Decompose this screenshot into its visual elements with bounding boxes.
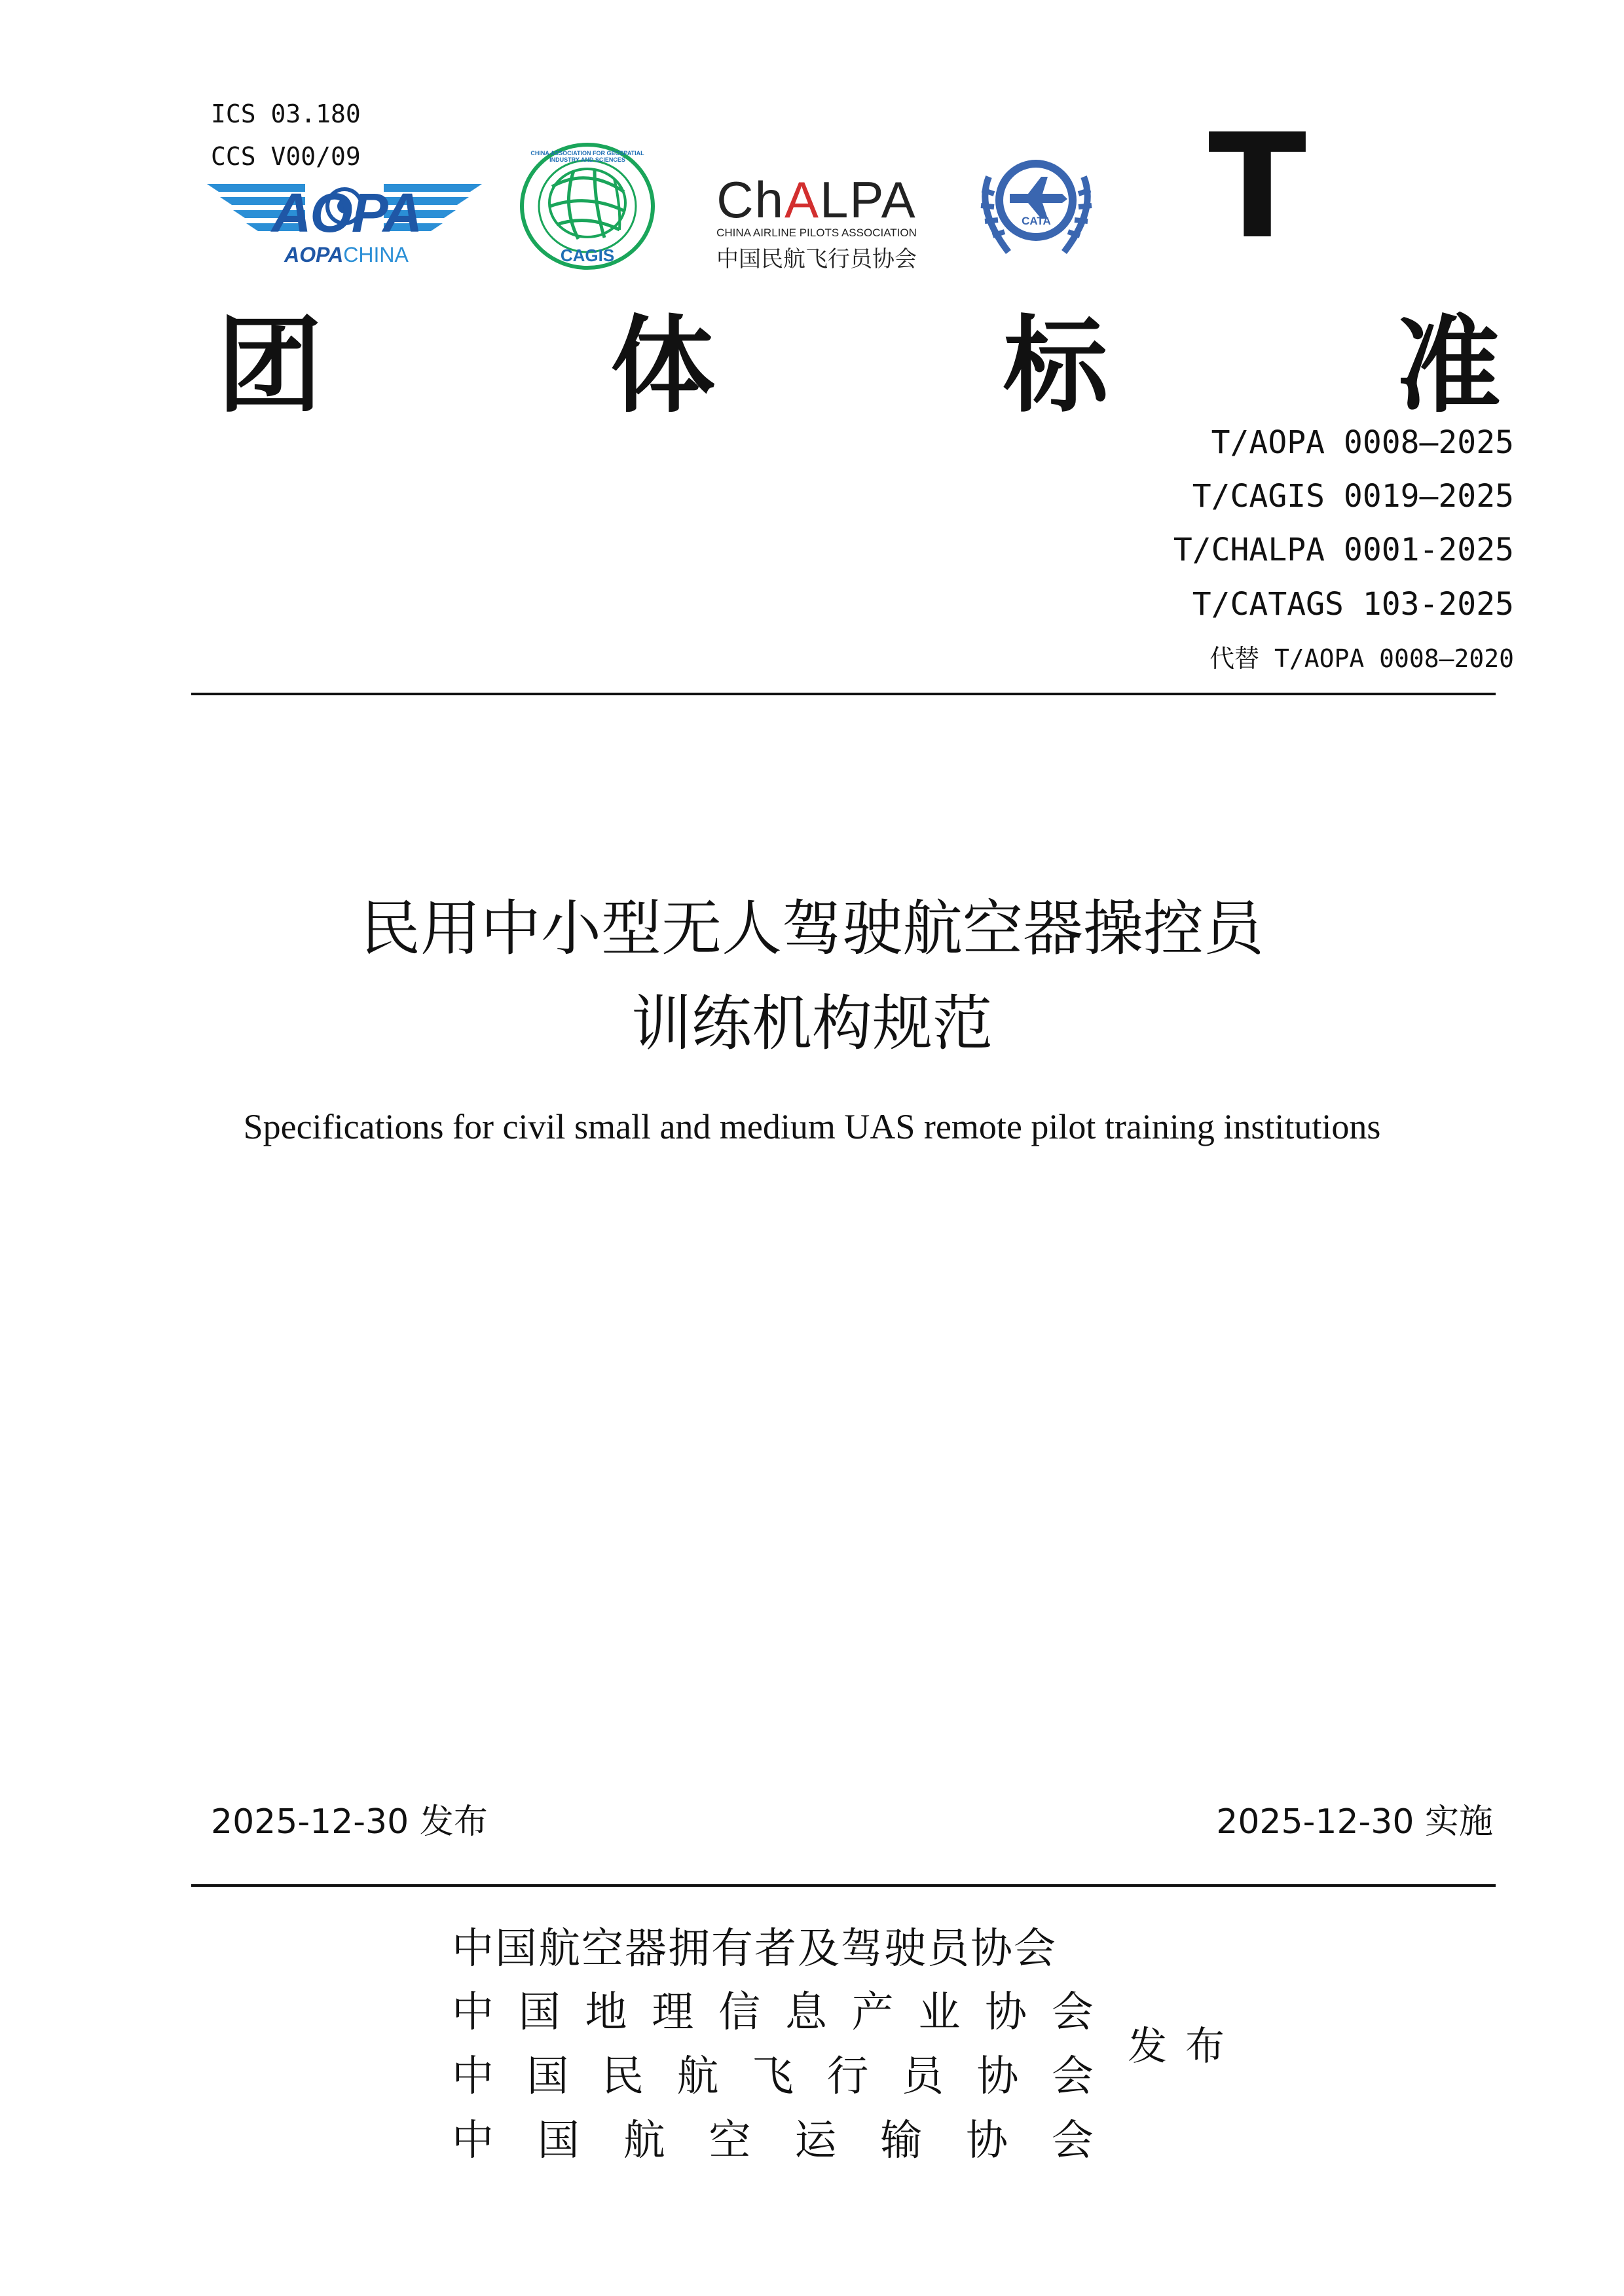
publisher-org-chalpa (452, 2043, 1094, 2103)
org-char: 协 (976, 2052, 1019, 2101)
chalpa-wordmark-a: A (784, 171, 821, 228)
cata-emblem-icon (963, 137, 1110, 268)
header-divider (191, 693, 1496, 695)
chalpa-en-subtitle: CHINA AIRLINE PILOTS ASSOCIATION (716, 227, 917, 239)
chalpa-cn-subtitle: 中国民航飞行员协会 (716, 246, 917, 272)
org-char: 民 (602, 2052, 644, 2101)
chalpa-logo (695, 170, 938, 272)
aopa-subtitle-rest: CHINA (343, 243, 409, 266)
cata-label: CATA (1022, 215, 1051, 227)
org-char: 产 (851, 1988, 894, 2037)
org-char: 中 (452, 2052, 494, 2101)
aopa-wordmark: AOPA (271, 182, 422, 244)
standard-number-cagis: T/CAGIS 0019—2025 (1192, 478, 1514, 515)
org-char: 航 (623, 2117, 665, 2165)
title-cn-line-1: 民用中小型无人驾驶航空器操控员 (360, 894, 1264, 964)
t-mark-letter: T (1208, 103, 1307, 270)
publisher-org-aopa: 中国航空器拥有者及驾驶员协会 (452, 1925, 1057, 1973)
standard-type-char: 团 (217, 304, 323, 427)
org-char: 国 (537, 2117, 580, 2165)
standard-type-char: 准 (1395, 304, 1501, 427)
standard-number-aopa: T/AOPA 0008—2025 (1211, 424, 1514, 461)
org-char: 会 (1051, 1988, 1094, 2037)
cata-logo (963, 137, 1110, 268)
org-char: 输 (880, 2117, 923, 2165)
org-char: 业 (918, 1988, 961, 2037)
aopa-subtitle-brand: AOPA (284, 243, 344, 266)
standard-type-heading (217, 298, 1501, 427)
org-char: 国 (518, 1988, 561, 2037)
org-char: 息 (784, 1988, 827, 2037)
org-char: 地 (585, 1988, 627, 2037)
publisher-label: 发布 (1128, 2024, 1243, 2069)
org-char: 行 (826, 2052, 869, 2101)
org-char: 会 (1052, 2052, 1094, 2101)
implement-date: 2025-12-30 实施 (1216, 1802, 1493, 1842)
org-char: 协 (985, 1988, 1027, 2037)
org-char: 运 (794, 2117, 837, 2165)
standard-type-char: 体 (610, 304, 715, 427)
standard-type-char: 标 (1003, 304, 1108, 427)
chalpa-wordmark-suffix: LPA (820, 171, 917, 228)
org-char: 中 (452, 2117, 494, 2165)
org-char: 空 (709, 2117, 751, 2165)
org-char: 飞 (752, 2052, 794, 2101)
org-char: 航 (676, 2052, 719, 2101)
footer-divider (191, 1884, 1496, 1887)
standard-number-chalpa: T/CHALPA 0001-2025 (1173, 532, 1514, 568)
cagis-label: CAGIS (560, 246, 615, 265)
aopa-subtitle (265, 243, 428, 267)
org-char: 会 (1051, 2117, 1094, 2165)
t-standard-mark (1208, 103, 1307, 270)
chalpa-wordmark (695, 170, 938, 230)
chalpa-wordmark-prefix: Ch (716, 171, 785, 228)
publisher-org-cagis (452, 1978, 1094, 2039)
standard-number-catags: T/CATAGS 103-2025 (1192, 586, 1514, 623)
ccs-code: CCS V00/09 (211, 142, 361, 171)
cagis-ring-text: CHINA ASSOCIATION FOR GEOSPATIAL INDUSTRY AND SCIENCES (530, 150, 644, 163)
replaces-note: 代替 T/AOPA 0008—2020 (1209, 644, 1514, 673)
org-char: 中 (452, 1988, 494, 2037)
org-char: 协 (966, 2117, 1008, 2165)
title-cn-line-2: 训练机构规范 (631, 989, 993, 1059)
publisher-org-cata (452, 2107, 1094, 2167)
org-char: 理 (652, 1988, 694, 2037)
aopa-logo (207, 180, 482, 272)
publish-date: 2025-12-30 发布 (211, 1802, 488, 1842)
title-en: Specifications for civil small and medium UAS remote pilot training institutions (243, 1107, 1381, 1146)
ics-code: ICS 03.180 (211, 100, 361, 128)
org-char: 员 (902, 2052, 944, 2101)
cagis-logo (516, 141, 659, 272)
org-char: 信 (718, 1988, 761, 2037)
org-char: 国 (526, 2052, 569, 2101)
